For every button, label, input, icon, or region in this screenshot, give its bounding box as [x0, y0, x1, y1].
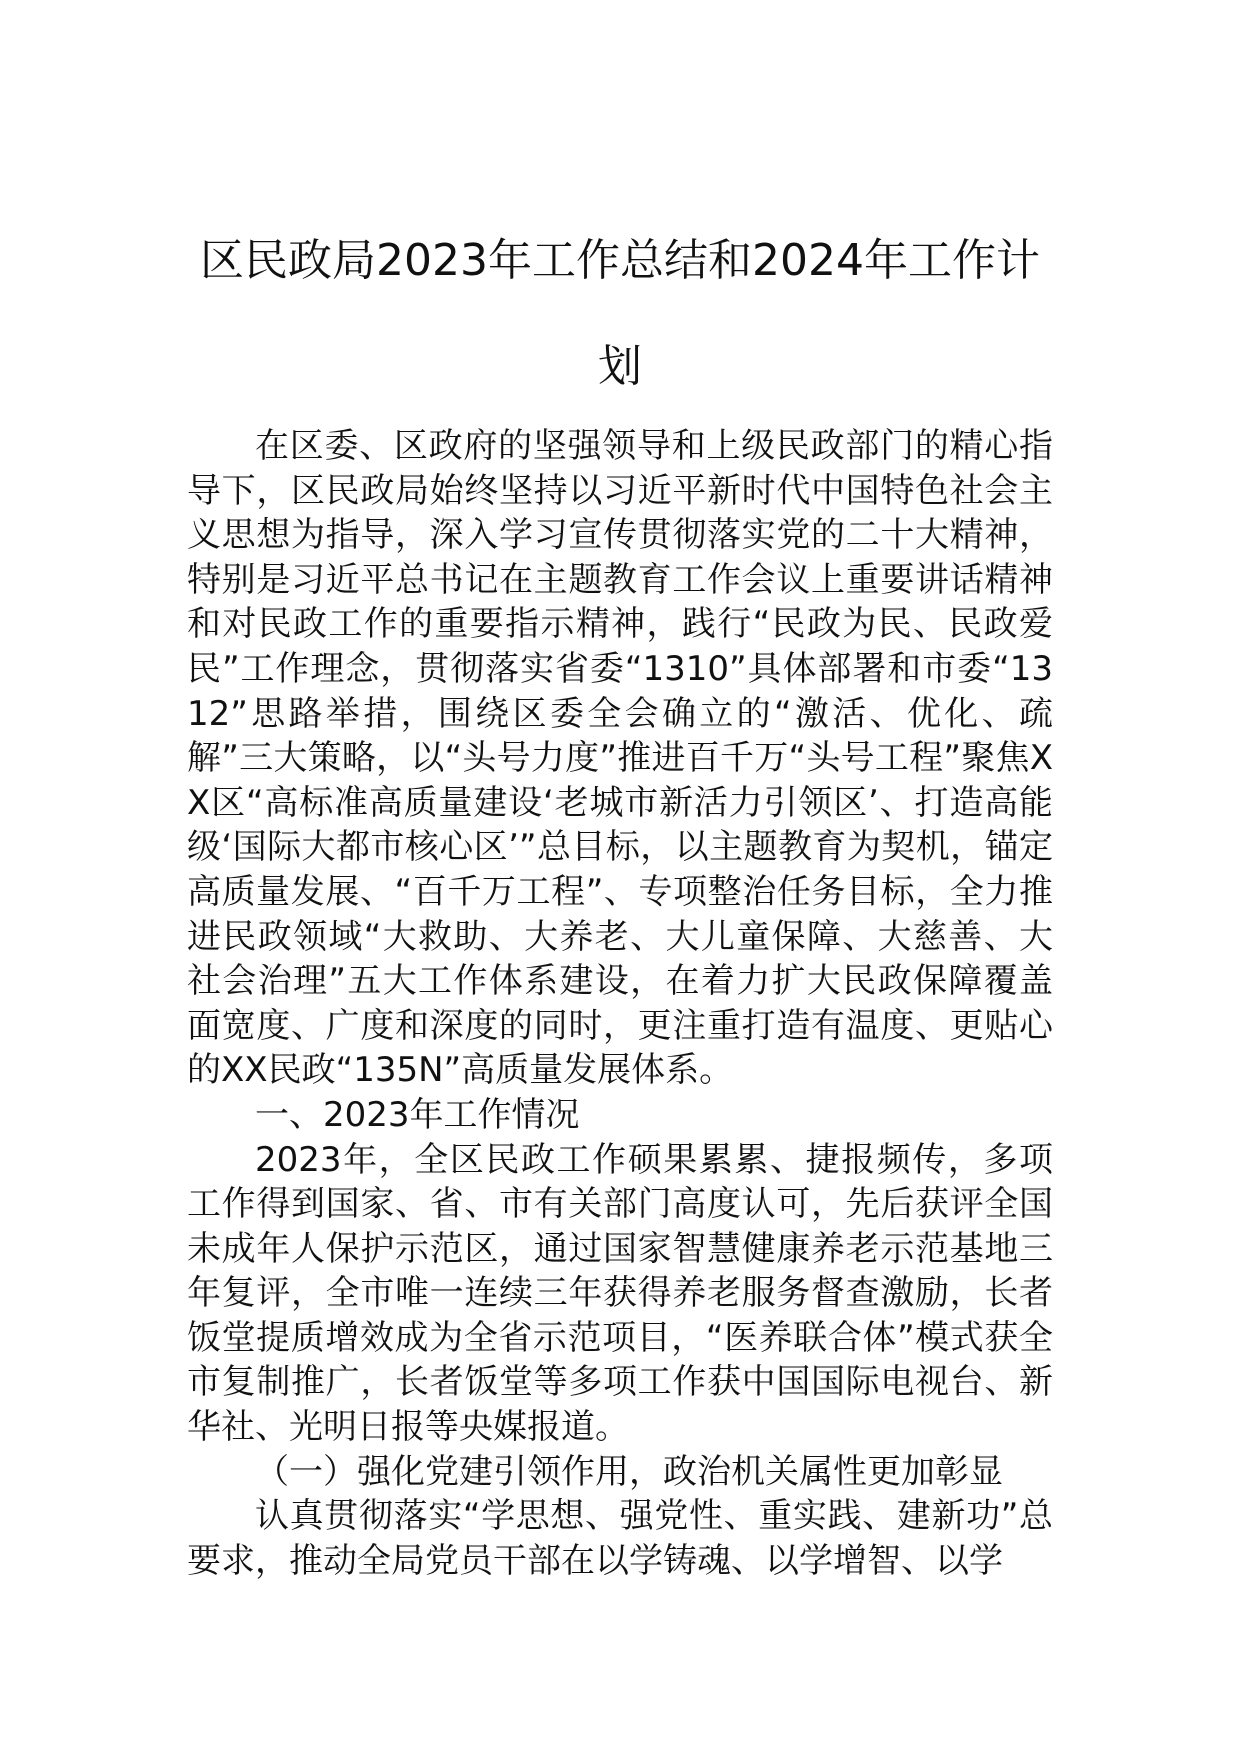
section-heading: 一、2023年工作情况 — [255, 1094, 580, 1135]
intro-paragraph: 在区委、区政府的坚强领导和上级民政部门的精心指导下，区民政局始终坚持以习近平新时代中国特色社会主义思想为指导，深入学习宣传贯彻落实党的二十大精神，特别是习近平总书记在主题教育工作会议上重要讲话精神和对民政工作的重要指示精神，践行“民政为民、民政爱民”工作理念，贯彻落实省委“1310”具体部署和市委“1312”思路举措，围绕区委全会确立的“激活、优化、疏解”三大策略，以“头号力度”推进百千万“头号工程”聚焦XX区“高标准高质量建设‘老城市新活力引领区’、打造高能级‘国际大都市核心区’”总目标，以主题教育为契机，锚定高质量发展、“百千万工程”、专项整治任务目标，全力推进民政领域“大救助、大养老、大儿童保障、大慈善、大社会治理”五大工作体系建设，在着力扩大民政保障覆盖面宽度、广度和深度的同时，更注重打造有温度、更贴心的XX民政“135N”高质量发展体系。 — [187, 426, 1053, 1091]
document-body — [187, 424, 1053, 1583]
party-building-paragraph: 认真贯彻落实“学思想、强党性、重实践、建新功”总要求，推动全局党员干部在以学铸魂、以学增智、以学 — [187, 1496, 1053, 1581]
document-title: 区民政局2023年工作总结和2024年工作计划 — [200, 235, 1040, 392]
summary-paragraph: 2023年，全区民政工作硕果累累、捷报频传，多项工作得到国家、省、市有关部门高度认可，先后获评全国未成年人保护示范区，通过国家智慧健康养老示范基地三年复评，全市唯一连续三年获得养老服务督查激励，长者饭堂提质增效成为全省示范项目，“医养联合体”模式获全市复制推广，长者饭堂等多项工作获中国国际电视台、新华社、光明日报等央媒报道。 — [187, 1139, 1053, 1448]
subsection-heading: （一）强化党建引领作用，政治机关属性更加彰显 — [255, 1451, 1003, 1492]
